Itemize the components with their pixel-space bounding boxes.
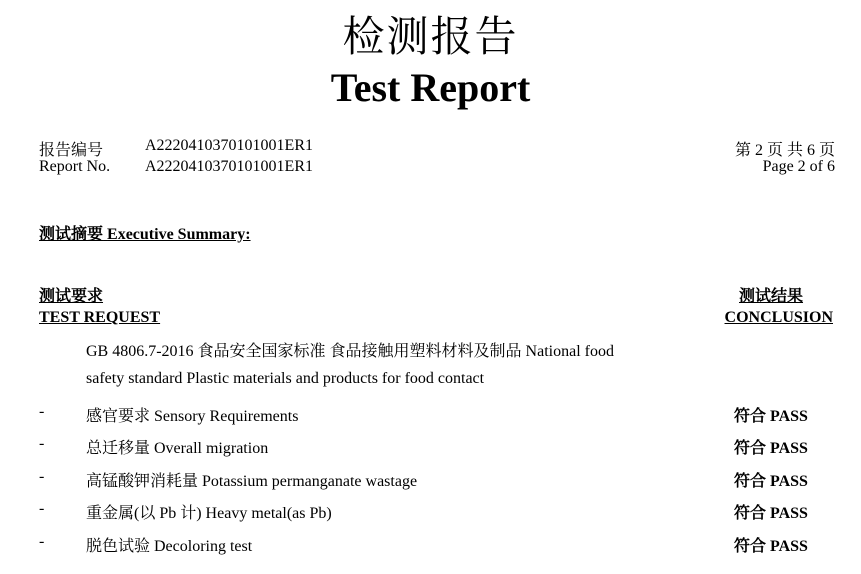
- title-chinese: 检测报告: [342, 15, 519, 61]
- row-result-overall-migration: 符合 PASS: [734, 440, 808, 457]
- row-bullet: -: [39, 468, 45, 485]
- row-bullet: -: [39, 500, 45, 517]
- test-request-heading-cn: 测试要求: [39, 288, 104, 305]
- page-indicator-cn: 第 2 页 共 6 页: [734, 142, 835, 159]
- row-result-permanganate: 符合 PASS: [734, 473, 808, 490]
- report-number-cn: A2220410370101001ER1: [145, 137, 313, 154]
- row-result-heavy-metal: 符合 PASS: [734, 505, 808, 522]
- row-result-sensory: 符合 PASS: [734, 408, 808, 425]
- row-bullet: -: [39, 403, 45, 420]
- summary-heading-en: Executive Summary:: [107, 226, 251, 243]
- title-english: Test Report: [330, 65, 531, 110]
- page-indicator-en: Page 2 of 6: [762, 158, 835, 175]
- conclusion-heading-en: CONCLUSION: [724, 309, 833, 326]
- row-item-decoloring: 脱色试验 Decoloring test: [86, 538, 253, 555]
- executive-summary-heading: [39, 221, 251, 244]
- report-no-label-cn: 报告编号: [39, 142, 104, 159]
- test-request-heading-en: TEST REQUEST: [39, 309, 161, 326]
- row-item-heavy-metal: 重金属(以 Pb 计) Heavy metal(as Pb): [86, 505, 332, 522]
- report-number-en: A2220410370101001ER1: [145, 158, 313, 175]
- row-item-sensory: 感官要求 Sensory Requirements: [86, 408, 299, 425]
- standard-line-1: GB 4806.7-2016 食品安全国家标准 食品接触用塑料材料及制品 National food: [86, 343, 614, 360]
- row-bullet: -: [39, 435, 45, 452]
- standard-line-2: safety standard Plastic materials and products for food contact: [86, 370, 485, 387]
- row-result-decoloring: 符合 PASS: [734, 538, 808, 555]
- row-item-permanganate: 高锰酸钾消耗量 Potassium permanganate wastage: [86, 473, 418, 490]
- row-item-overall-migration: 总迁移量 Overall migration: [86, 440, 269, 457]
- conclusion-heading-cn: 测试结果: [739, 288, 804, 305]
- report-no-label-en: Report No.: [39, 158, 111, 175]
- summary-heading-cn: 测试摘要: [39, 226, 104, 243]
- row-bullet: -: [39, 533, 45, 550]
